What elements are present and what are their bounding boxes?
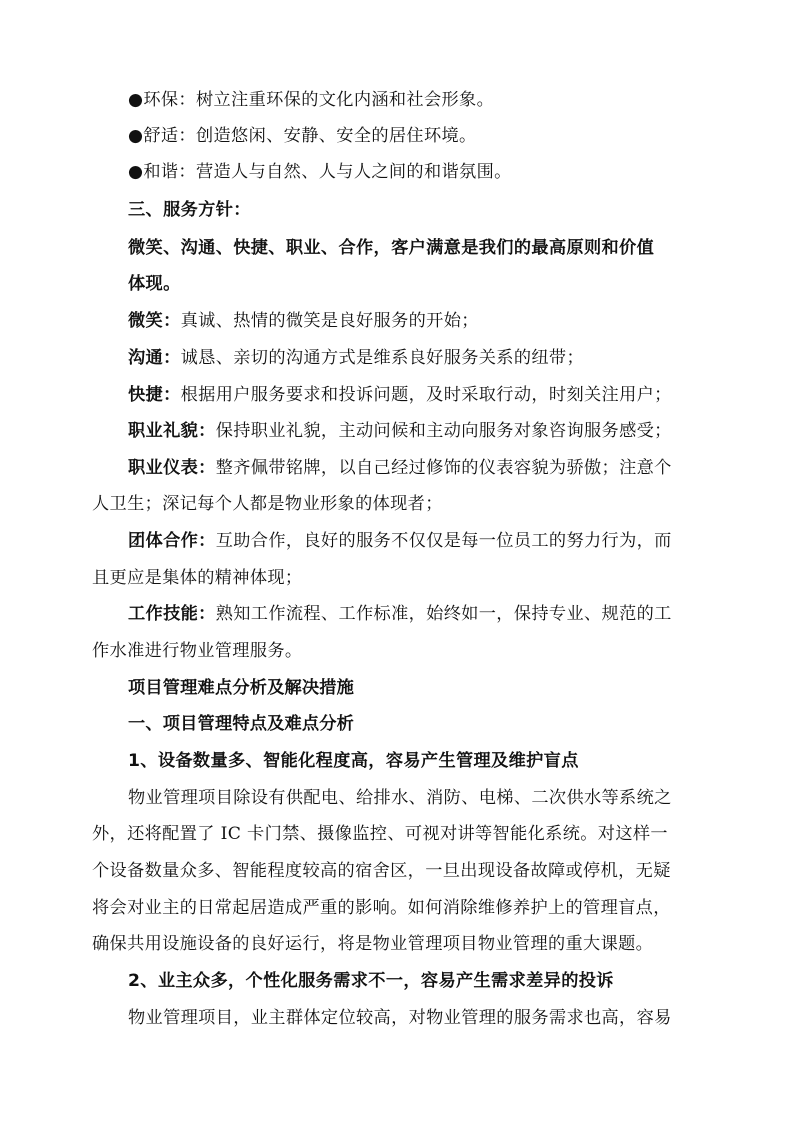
policy-item-teamwork-cont: 且更应是集体的精神体现； [92,568,303,588]
service-policy-heading: 三、服务方针： [128,200,251,220]
bullet-item-comfort: ●舒适：创造悠闲、安静、安全的居住环境。 [128,126,477,146]
bullet-item-environment: ●环保：树立注重环保的文化内涵和社会形象。 [128,90,495,110]
bullet-icon: ● [128,126,144,146]
point1-paragraph-line: 将会对业主的日常起居造成严重的影响。如何消除维修养护上的管理盲点， [92,898,671,918]
point1-paragraph-line: 个设备数量众多、智能程度较高的宿舍区，一旦出现设备故障或停机，无疑 [92,861,671,881]
policy-item-speed: 快捷：根据用户服务要求和投诉问题，及时采取行动，时刻关注用户； [128,385,672,405]
point1-heading: 1、设备数量多、智能化程度高，容易产生管理及维护盲点 [128,751,579,771]
policy-item-skills: 工作技能：熟知工作流程、工作标准，始终如一，保持专业、规范的工 [128,604,672,624]
policy-item-appearance: 职业仪表：整齐佩带铭牌，以自己经过修饰的仪表容貌为骄傲；注意个 [128,458,672,478]
policy-item-communication: 沟通：诚恳、亲切的沟通方式是维系良好服务关系的纽带； [128,348,584,368]
analysis-section1-heading: 一、项目管理特点及难点分析 [128,714,355,734]
point2-heading: 2、业主众多，个性化服务需求不一，容易产生需求差异的投诉 [128,971,614,991]
bullet-item-harmony: ●和谐：营造人与自然、人与人之间的和谐氛围。 [128,162,512,182]
policy-item-skills-cont: 作水准进行物业管理服务。 [92,641,303,661]
policy-item-teamwork: 团体合作：互助合作，良好的服务不仅仅是每一位员工的努力行为，而 [128,531,672,551]
point1-paragraph-line: 确保共用设施设备的良好运行，将是物业管理项目物业管理的重大课题。 [92,934,654,954]
service-motto-line1: 微笑、沟通、快捷、职业、合作，客户满意是我们的最高原则和价值 [128,238,655,258]
bullet-icon: ● [128,90,144,110]
policy-item-smile: 微笑：真诚、热情的微笑是良好服务的开始； [128,311,479,331]
point2-paragraph-line: 物业管理项目，业主群体定位较高，对物业管理的服务需求也高，容易 [128,1008,672,1028]
policy-item-courtesy: 职业礼貌：保持职业礼貌，主动问候和主动向服务对象咨询服务感受； [128,421,672,441]
point1-paragraph-line: 物业管理项目除设有供配电、给排水、消防、电梯、二次供水等系统之 [128,788,672,808]
point1-paragraph-line: 外，还将配置了 IC 卡门禁、摄像监控、可视对讲等智能化系统。对这样一 [92,824,668,844]
analysis-title: 项目管理难点分析及解决措施 [128,678,355,698]
service-motto-line2: 体现。 [128,274,181,294]
policy-item-appearance-cont: 人卫生；深记每个人都是物业形象的体现者； [92,494,443,514]
bullet-icon: ● [128,162,144,182]
